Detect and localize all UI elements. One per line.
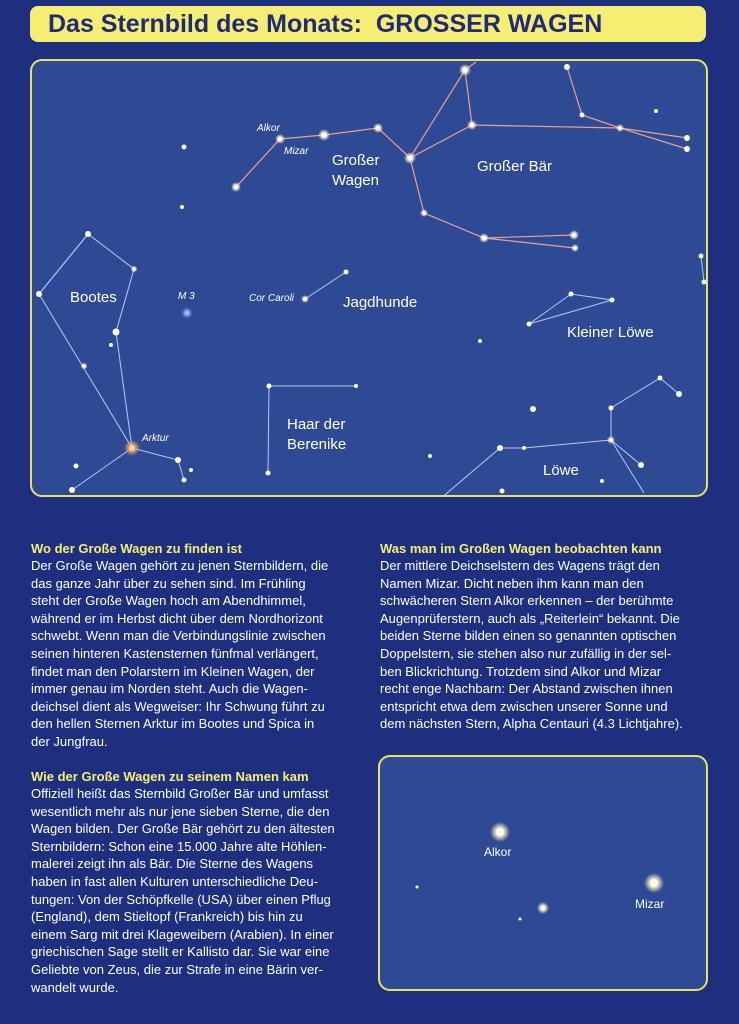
paragraph-line: einem Sarg mit drei Klageweibern (Arabien). In einer bbox=[31, 926, 334, 942]
heading-wo-finden: Wo der Große Wagen zu finden ist bbox=[31, 541, 242, 556]
label-grosser-wagen-1: Großer bbox=[332, 152, 380, 169]
paragraph-line: haben in fast allen Kulturen unterschiedliche Deu- bbox=[31, 873, 318, 889]
section-beobachten bbox=[380, 540, 715, 733]
title-constellation: GROSSER WAGEN bbox=[375, 9, 603, 38]
star-map bbox=[30, 59, 708, 497]
paragraph-line: schwächeren Stern Alkor erkennen – der berühmte bbox=[380, 593, 674, 609]
paragraph-line: (England), dem Stieltopf (Frankreich) bis hin zu bbox=[31, 909, 303, 925]
paragraph-line: Wagen bilden. Der Große Bär gehört zu den ältesten bbox=[31, 821, 335, 837]
paragraph-line: Offiziell heißt das Sternbild Großer Bär und umfasst bbox=[31, 786, 329, 801]
closeup-graphic bbox=[380, 757, 708, 991]
paragraph-line: Augenprüferstern, auch als „Reiterlein“ bekannt. Die bbox=[380, 610, 680, 626]
label-loewe: Löwe bbox=[543, 462, 579, 479]
label-alkor: Alkor bbox=[257, 123, 280, 134]
alkor-mizar-closeup bbox=[378, 755, 708, 991]
label-kleiner-loewe: Kleiner Löwe bbox=[567, 324, 654, 341]
paragraph-line: deichsel dient als Wegweiser: Ihr Schwung führt zu bbox=[31, 698, 325, 714]
label-bootes: Bootes bbox=[70, 289, 117, 306]
heading-name: Wie der Große Wagen zu seinem Namen kam bbox=[31, 769, 309, 784]
label-grosser-wagen-2: Wagen bbox=[332, 172, 379, 189]
label-arktur: Arktur bbox=[142, 433, 169, 444]
paragraph-line: Namen Mizar. Dicht neben ihm kann man den bbox=[380, 575, 644, 591]
paragraph-line: Der mittlere Deichselstern des Wagens trägt den bbox=[380, 558, 660, 573]
paragraph-line: griechischen Sage stellt er Kallisto dar. Sie war eine bbox=[31, 944, 330, 960]
paragraph-line: wandelt wurde. bbox=[31, 979, 119, 995]
label-m3: M 3 bbox=[178, 291, 195, 302]
label-jagdhunde: Jagdhunde bbox=[343, 294, 418, 311]
constellation-lines bbox=[39, 234, 704, 497]
title-spacer bbox=[362, 10, 376, 39]
paragraph-line: der Jungfrau. bbox=[31, 733, 108, 749]
paragraph-line: findet man den Polarstern im Kleinen Wagen, der bbox=[31, 663, 315, 679]
heading-beobachten: Was man im Großen Wagen beobachten kann bbox=[380, 541, 662, 556]
paragraph-line: den hellen Sternen Arktur im Bootes und Spica in bbox=[31, 716, 315, 732]
paragraph-line: wesentlich mehr als nur jene sieben Sterne, die den bbox=[31, 803, 330, 819]
title-prefix: Das Sternbild des Monats: bbox=[48, 9, 362, 38]
section-name bbox=[31, 768, 376, 996]
paragraph-line: das ganze Jahr über zu sehen sind. Im Frühling bbox=[31, 575, 306, 591]
paragraph-line: entspricht etwa dem zwischen unserer Sonne und bbox=[380, 698, 668, 714]
closeup-label-alkor: Alkor bbox=[484, 845, 512, 859]
paragraph-line: malerei zeigt ihn als Bär. Die Sterne des Wagens bbox=[31, 856, 314, 872]
closeup-label-mizar: Mizar bbox=[635, 897, 665, 911]
label-mizar: Mizar bbox=[284, 146, 309, 157]
paragraph-line: während er im Herbst dicht über dem Nordhorizont bbox=[31, 610, 323, 626]
paragraph-line: Der Große Wagen gehört zu jenen Sternbildern, die bbox=[31, 558, 329, 573]
label-cor-caroli: Cor Caroli bbox=[249, 293, 295, 304]
paragraph-line: immer genau im Norden steht. Auch die Wagen- bbox=[31, 681, 308, 697]
paragraph-line: steht der Große Wagen hoch am Abendhimmel, bbox=[31, 593, 306, 609]
paragraph-line: Sternbildern: Schon eine 15.000 Jahre alte Höhlen- bbox=[31, 838, 327, 854]
label-berenike: Berenike bbox=[287, 436, 347, 453]
paragraph-line: dem nächsten Stern, Alpha Centauri (4.3 Lichtjahre). bbox=[380, 716, 683, 732]
paragraph-line: beiden Sterne bilden einen so genannten optischen bbox=[380, 628, 677, 644]
paragraph-line: seinen hinteren Kastensternen fünfmal verlängert, bbox=[31, 645, 319, 661]
label-haar-der: Haar der bbox=[287, 416, 346, 433]
paragraph-line: ben Blickrichtung. Trotzdem sind Alkor und Mizar bbox=[380, 663, 662, 679]
paragraph-line: recht enge Nachbarn: Der Abstand zwischen ihnen bbox=[380, 681, 673, 697]
star-map-graphic bbox=[32, 61, 708, 497]
paragraph-line: tungen: Von der Schöpfkelle (USA) über einen Pflug bbox=[31, 891, 331, 907]
paragraph-line: schwebt. Wenn man die Verbindungslinie zwischen bbox=[31, 628, 326, 644]
label-grosser-baer: Großer Bär bbox=[477, 158, 553, 175]
title-banner bbox=[30, 6, 706, 42]
paragraph-line: Doppelstern, sie stehen also nur zufällig in der sel- bbox=[380, 645, 672, 661]
paragraph-line: Geliebte von Zeus, die zur Strafe in eine Bärin ver- bbox=[31, 961, 323, 977]
section-wo-finden bbox=[31, 540, 371, 751]
